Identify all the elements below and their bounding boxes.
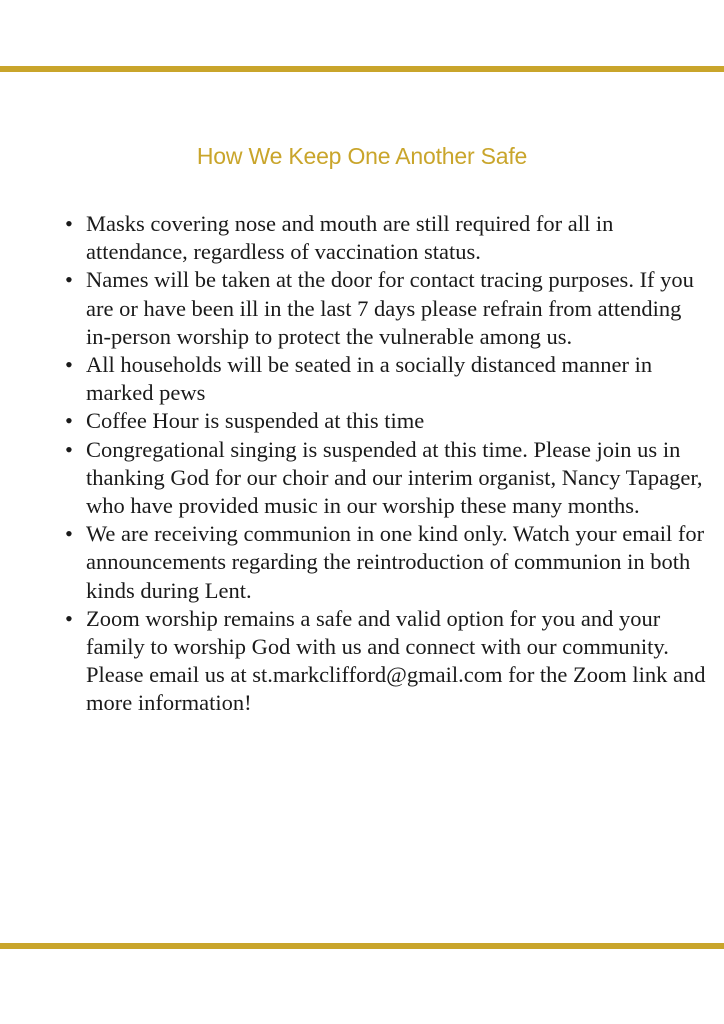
list-item — [65, 520, 706, 605]
bullet-icon: • — [65, 267, 73, 293]
bullet-icon: • — [65, 211, 73, 236]
list-item-text: Coffee Hour is suspended at this time — [86, 408, 425, 434]
list-item — [65, 407, 706, 435]
list-item — [65, 436, 706, 521]
list-item-text: Masks covering nose and mouth are still required for all in attendance, regardless of vaccination status. — [86, 211, 614, 265]
list-item-text: Zoom worship remains a safe and valid option for you and your family to worship God with us and connect with our community. Please email us at st.markclifford@gmail.com for the Zoom link and more information! — [86, 605, 706, 716]
list-item — [65, 266, 706, 351]
list-item — [65, 605, 706, 718]
page-title: How We Keep One Another Safe — [196, 143, 528, 169]
top-divider — [0, 66, 724, 72]
bullet-icon: • — [65, 521, 73, 547]
list-item-text: Names will be taken at the door for contact tracing purposes. If you are or have been ill in the last 7 days please refrain from attending in-person worship to protect the vulnerable among us. — [86, 267, 694, 349]
bullet-icon: • — [65, 408, 73, 434]
list-item — [65, 210, 706, 266]
list-item-text: We are receiving communion in one kind only. Watch your email for announcements regarding the reintroduction of communion in both kinds during Lent. — [86, 521, 705, 603]
list-item-text: Congregational singing is suspended at this time. Please join us in thanking God for our choir and our interim organist, Nancy Tapager, who have provided music in our worship these many months. — [86, 436, 703, 519]
bullet-icon: • — [65, 605, 73, 631]
list-item — [65, 351, 706, 407]
list-item-text: All households will be seated in a socially distanced manner in marked pews — [86, 352, 653, 406]
safety-rules-list — [62, 210, 706, 718]
bullet-icon: • — [65, 436, 73, 462]
bottom-divider — [0, 943, 724, 949]
bullet-icon: • — [65, 352, 73, 378]
